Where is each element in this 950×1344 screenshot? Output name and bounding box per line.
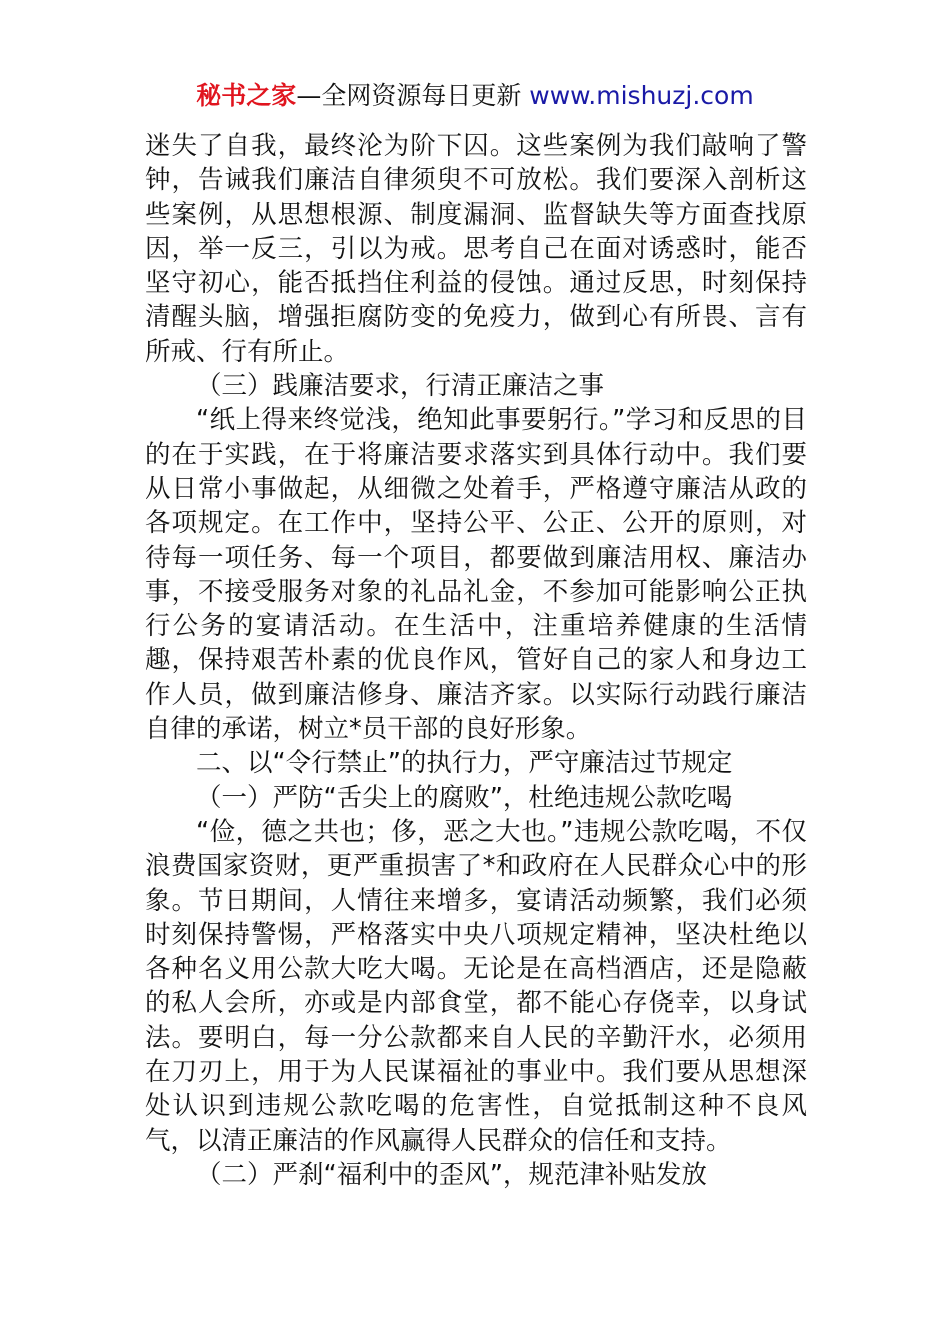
paragraph-dining: “俭，德之共也；侈，恶之大也。”违规公款吃喝，不仅浪费国家资财，更严重损害了*和政府在人民群众心中的形象。节日期间，人情往来增多，宴请活动频繁，我们必须时刻保持警惕，严格落实中央八项规定精神，坚决杜绝以各种名义用公款大吃大喝。无论是在高档酒店，还是隐蔽的私人会所，亦或是内部食堂，都不能心存侥幸，以身试法。要明白，每一分公款都来自人民的辛勤汗水，必须用在刀刃上，用于为人民谋福祉的事业中。我们要从思想深处认识到违规公款吃喝的危害性，自觉抵制这种不良风气，以清正廉洁的作风赢得人民群众的信任和支持。 xyxy=(145,816,807,1156)
chapter-heading-2: 二、以“令行禁止”的执行力，严守廉洁过节规定 xyxy=(196,748,733,779)
site-url: www.mishuzj.com xyxy=(529,81,754,110)
section-heading-1: （一）严防“舌尖上的腐败”，杜绝违规公款吃喝 xyxy=(196,782,733,813)
site-tagline: —全网资源每日更新 xyxy=(296,81,530,110)
paragraph-continued: 迷失了自我，最终沦为阶下囚。这些案例为我们敲响了警钟，告诫我们廉洁自律须臾不可放松。我们要深入剖析这些案例，从思想根源、制度漏洞、监督缺失等方面查找原因，举一反三，引以为戒。思考自己在面对诱惑时，能否坚守初心，能否抵挡住利益的侵蚀。通过反思，时刻保持清醒头脑，增强拒腐防变的免疫力，做到心有所畏、言有所戒、行有所止。 xyxy=(145,131,807,367)
document-body xyxy=(145,129,807,1192)
section-heading-2: （二）严刹“福利中的歪风”，规范津补贴发放 xyxy=(196,1159,707,1190)
section-heading-3: （三）践廉洁要求，行清正廉洁之事 xyxy=(196,371,605,402)
paragraph-practice: “纸上得来终觉浅，绝知此事要躬行。”学习和反思的目的在于实践，在于将廉洁要求落实到具体行动中。我们要从日常小事做起，从细微之处着手，严格遵守廉洁从政的各项规定。在工作中，坚持公平、公正、公开的原则，对待每一项任务、每一个项目，都要做到廉洁用权、廉洁办事，不接受服务对象的礼品礼金，不参加可能影响公正执行公务的宴请活动。在生活中，注重培养健康的生活情趣，保持艰苦朴素的优良作风，管好自己的家人和身边工作人员，做到廉洁修身、廉洁齐家。以实际行动践行廉洁自律的承诺，树立*员干部的良好形象。 xyxy=(145,405,807,745)
site-header xyxy=(0,78,950,114)
site-brand: 秘书之家 xyxy=(196,81,297,110)
